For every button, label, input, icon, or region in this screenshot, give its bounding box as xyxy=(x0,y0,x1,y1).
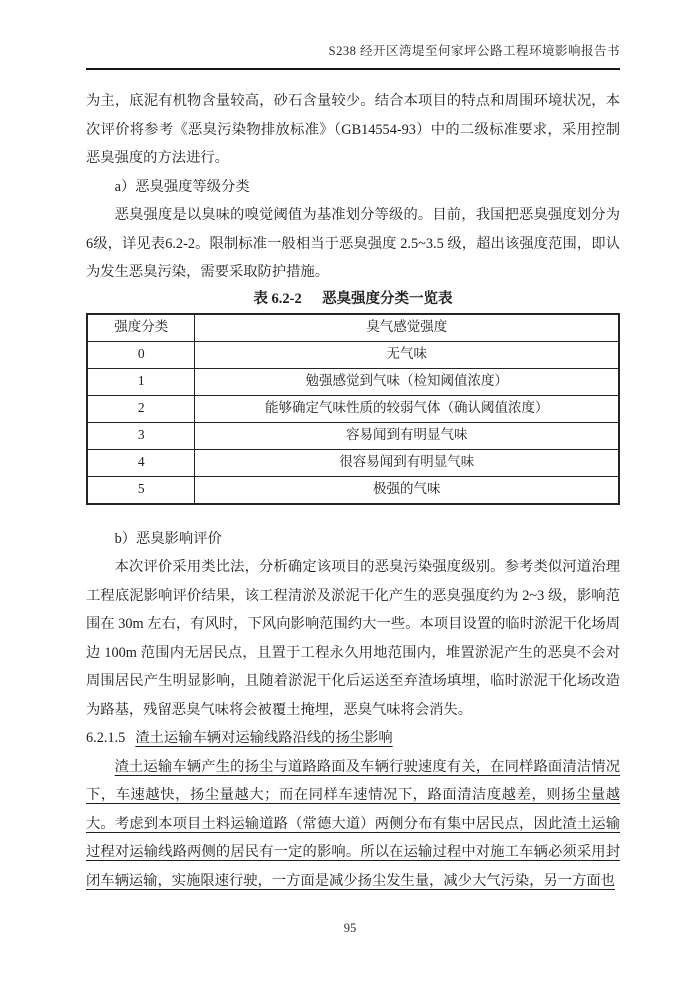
paragraph-intro: 为主，底泥有机物含量较高，砂石含量较少。结合本项目的特点和周围环境状况，本次评价将参考《恶臭污染物排放标准》（GB14554-93）中的二级标准要求，采用控制恶臭强度的方法进行。 xyxy=(86,93,620,166)
table-row xyxy=(87,368,619,395)
paragraph-dust-impact: 渣土运输车辆产生的扬尘与道路路面及车辆行驶速度有关，在同样路面清洁情况下，车速越快，扬尘量越大；而在同样车速情况下，路面清洁度越差，则扬尘量越大。考虑到本项目土料运输道路（常德大道）两侧分布有集中居民点，因此渣土运输过程对运输线路两侧的居民有一定的影响。所以在运输过程中对施工车辆必须采用封闭车辆运输，实施限速行驶，一方面是减少扬尘发生量，减少大气污染，另一方面也 xyxy=(86,758,620,889)
grade-cell: 3 xyxy=(87,422,195,449)
section-number: 6.2.1.5 xyxy=(86,730,126,746)
heading-odor-grade: a）恶臭强度等级分类 xyxy=(114,178,250,195)
table-row xyxy=(87,422,619,449)
section-6215-heading xyxy=(86,724,620,753)
table-caption-label: 表 6.2-2 xyxy=(253,290,302,307)
table-row xyxy=(87,449,619,476)
page-number: 95 xyxy=(343,921,357,935)
column-header-description: 臭气感觉强度 xyxy=(195,314,619,342)
page-footer xyxy=(0,921,700,936)
description-cell: 极强的气味 xyxy=(195,476,619,504)
description-cell: 很容易闻到有明显气味 xyxy=(195,449,619,476)
grade-cell: 2 xyxy=(87,395,195,422)
table-caption-title: 恶臭强度分类一览表 xyxy=(322,290,453,307)
grade-cell: 4 xyxy=(87,449,195,476)
description-cell: 容易闻到有明显气味 xyxy=(195,422,619,449)
grade-cell: 1 xyxy=(87,368,195,395)
description-cell: 勉强感觉到气味（检知阈值浓度） xyxy=(195,368,619,395)
table-row xyxy=(87,476,619,504)
report-title: S238 经开区湾堤至何家坪公路工程环境影响报告书 xyxy=(328,44,620,58)
description-cell: 无气味 xyxy=(195,341,619,368)
document-body xyxy=(86,87,620,895)
section-title: 渣土运输车辆对运输线路沿线的扬尘影响 xyxy=(135,730,393,746)
page-header xyxy=(86,44,620,70)
table-caption xyxy=(86,289,620,309)
grade-cell: 5 xyxy=(87,476,195,504)
grade-cell: 0 xyxy=(87,341,195,368)
paragraph-odor-impact: 本次评价采用类比法，分析确定该项目的恶臭污染强度级别。参考类似河道治理工程底泥影响评价结果，该工程清淤及淤泥干化产生的恶臭强度约为 2~3 级，影响范围在 30m 左右，有风时，下风向影响范围约大一些。本项目设置的临时淤泥干化场周边 100m 范围内无居民点，且置于工程永久用地范围内，堆置淤泥产生的恶臭不会对周围居民产生明显影响，且随着淤泥干化后运送至弃渣场填埋，临时淤泥干化场改造为路基，残留恶臭气味将会被覆土掩埋，恶臭气味将会消失。 xyxy=(86,559,620,718)
table-row xyxy=(87,395,619,422)
table-row xyxy=(87,341,619,368)
description-cell: 能够确定气味性质的较弱气体（确认阈值浓度） xyxy=(195,395,619,422)
odor-intensity-table xyxy=(86,313,620,505)
heading-odor-impact: b）恶臭影响评价 xyxy=(114,530,222,547)
column-header-grade: 强度分类 xyxy=(87,314,195,342)
paragraph-odor-grade: 恶臭强度是以臭味的嗅觉阈值为基准划分等级的。目前，我国把恶臭强度划分为6级，详见表6.2-2。限制标准一般相当于恶臭强度 2.5~3.5 级，超出该强度范围，即认为发生恶臭污染，需要采取防护措施。 xyxy=(86,207,620,280)
table-header-row xyxy=(87,314,619,342)
